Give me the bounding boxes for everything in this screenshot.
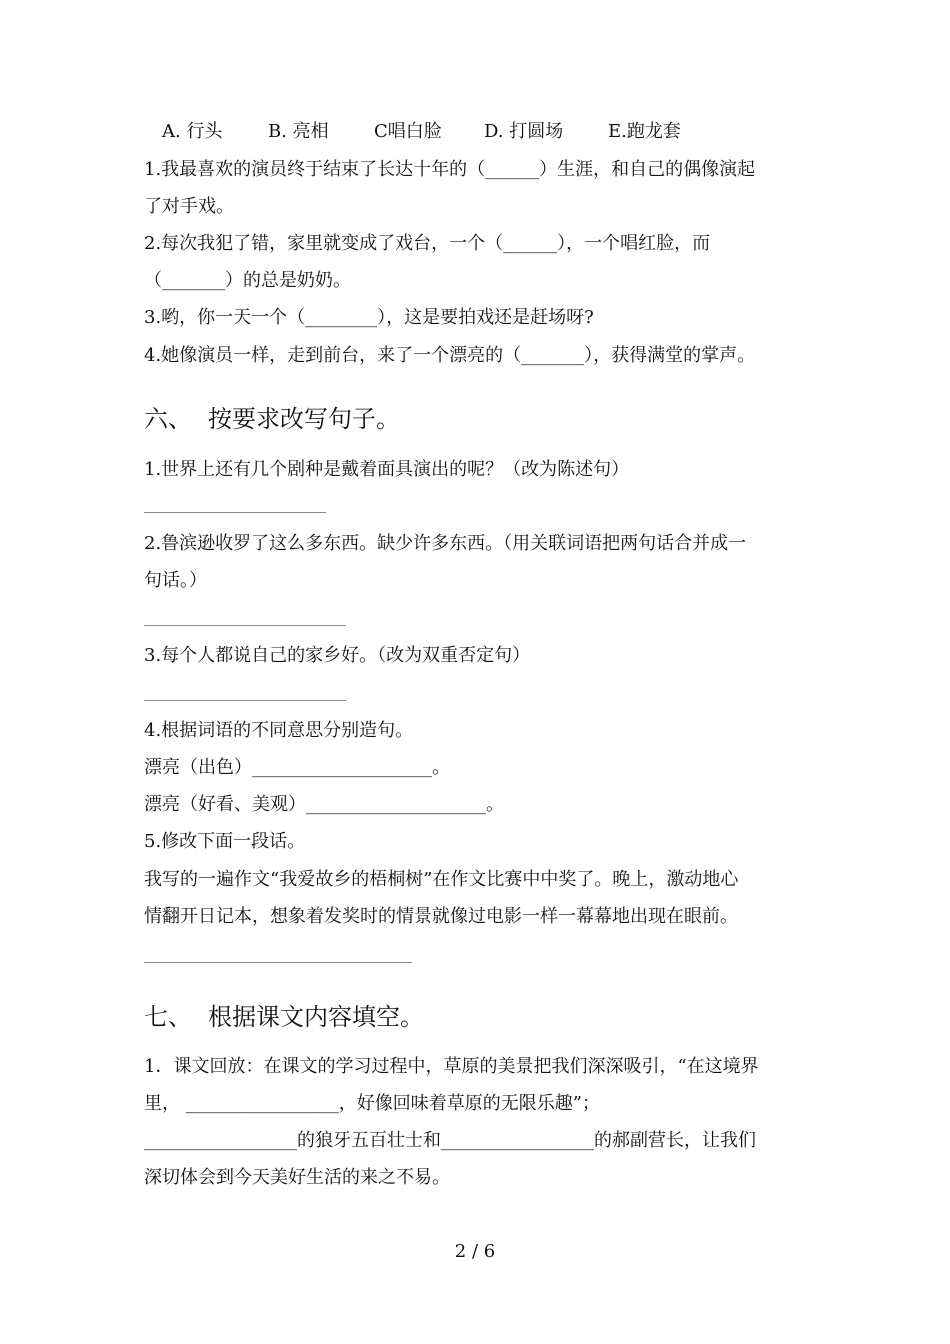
question-line: 句话。） [144, 570, 207, 591]
answer-line[interactable] [144, 625, 346, 626]
answer-line[interactable] [144, 512, 326, 513]
option-d: D. 打圆场 [484, 121, 564, 142]
question-line: 5.修改下面一段话。 [144, 831, 306, 852]
section-title: 根据课文内容填空。 [208, 1003, 424, 1031]
section-number: 七、 [144, 1003, 192, 1031]
question-line: 1.世界上还有几个剧种是戴着面具演出的呢？（改为陈述句） [144, 459, 630, 480]
section-number: 六、 [144, 405, 192, 433]
answer-line[interactable] [144, 962, 412, 963]
question-line: 4.她像演员一样，走到前台，来了一个漂亮的（_______），获得满堂的掌声。 [144, 345, 756, 366]
section-title: 按要求改写句子。 [208, 405, 400, 433]
option-e: E.跑龙套 [608, 121, 681, 142]
section-heading [144, 1002, 424, 1032]
section-heading [144, 404, 400, 434]
paragraph-line: 1．课文回放：在课文的学习过程中，草原的美景把我们深深吸引，“在这境界 [144, 1056, 759, 1077]
question-line: 3.哟，你一天一个（________），这是要拍戏还是赶场呀? [144, 307, 594, 328]
question-line: 了对手戏。 [144, 196, 234, 217]
paragraph-line: _________________的狼牙五百壮士和_________________的郝副营长，让我们 [144, 1130, 756, 1151]
answer-line[interactable] [144, 700, 346, 701]
option-a: A. 行头 [162, 121, 223, 142]
question-line: 1.我最喜欢的演员终于结束了长达十年的（______）生涯，和自己的偶像演起 [144, 159, 756, 180]
page-number: 2 / 6 [454, 1241, 496, 1262]
question-line: 4.根据词语的不同意思分别造句。 [144, 720, 414, 741]
question-line: 3.每个人都说自己的家乡好。（改为双重否定句） [144, 645, 531, 666]
question-line: （_______）的总是奶奶。 [144, 270, 351, 291]
question-line: 2.每次我犯了错，家里就变成了戏台，一个（______），一个唱红脸，而 [144, 233, 711, 254]
question-line: 漂亮（好看、美观）____________________。 [144, 794, 504, 815]
paragraph-line: 里， _________________，好像回味着草原的无限乐趣”； [144, 1093, 600, 1114]
option-b: B. 亮相 [268, 121, 329, 142]
paragraph-line: 情翻开日记本，想象着发奖时的情景就像过电影一样一幕幕地出现在眼前。 [144, 906, 738, 927]
answer-options [162, 120, 681, 144]
paragraph-line: 深切体会到今天美好生活的来之不易。 [144, 1167, 450, 1188]
question-line: 2.鲁滨逊收罗了这么多东西。缺少许多东西。（用关联词语把两句话合并成一 [144, 533, 747, 554]
option-c: C唱白脸 [374, 121, 442, 142]
paragraph-line: 我写的一遍作文“我爱故乡的梧桐树”在作文比赛中中奖了。晚上，激动地心 [144, 869, 739, 890]
question-line: 漂亮（出色）____________________。 [144, 757, 450, 778]
